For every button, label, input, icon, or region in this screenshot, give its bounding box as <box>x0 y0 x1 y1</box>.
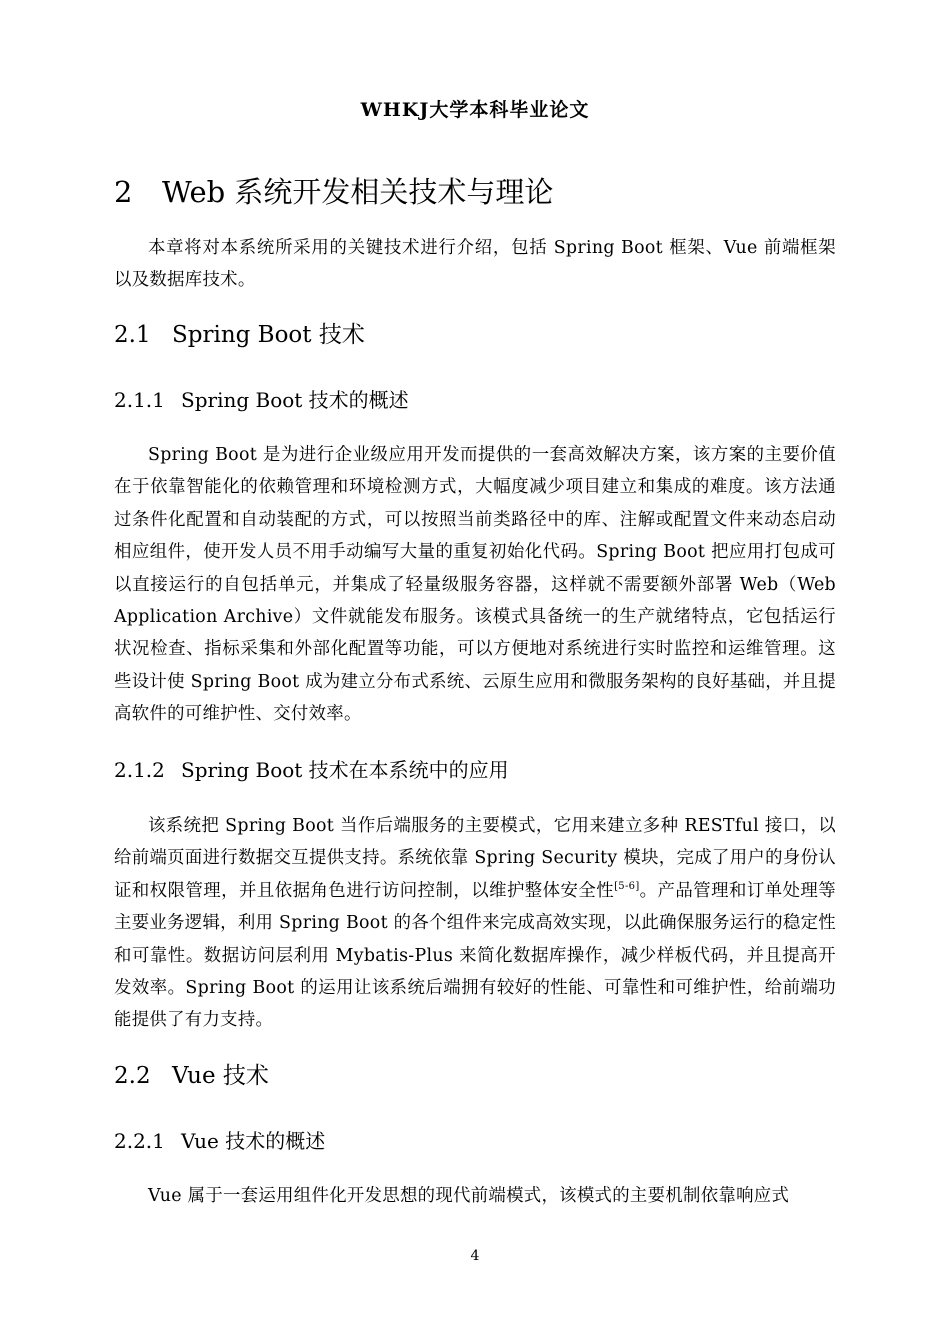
subsection-title: Vue 技术的概述 <box>181 1129 326 1153</box>
subsection-heading-2-1-2 <box>114 755 854 785</box>
chapter-number: 2 <box>114 175 133 209</box>
subsection-number: 2.1.2 <box>114 758 165 782</box>
body-paragraph-2-2-1: Vue 属于一套运用组件化开发思想的现代前端模式，该模式的主要机制依靠响应式 <box>148 1186 790 1206</box>
subsection-heading-2-2-1 <box>114 1126 854 1156</box>
subsection-title: Spring Boot 技术在本系统中的应用 <box>181 758 509 782</box>
subsection-number: 2.2.1 <box>114 1129 165 1153</box>
page-number: 4 <box>470 1248 480 1264</box>
subsection-title: Spring Boot 技术的概述 <box>181 388 409 412</box>
section-title: Vue 技术 <box>172 1063 269 1089</box>
chapter-title: Web 系统开发相关技术与理论 <box>162 175 554 209</box>
body-paragraph-2-1-2 <box>114 810 836 1037</box>
section-heading-2-1 <box>114 319 854 351</box>
section-number: 2.1 <box>114 322 151 348</box>
paragraph-text-part2: 。产品管理和订单处理等主要业务逻辑，利用 Spring Boot 的各个组件来完成高效实现，以此确保服务运行的稳定性和可靠性。数据访问层利用 Mybatis-Plus 来简化数据库操作，减少样板代码，并且提高开发效率。Spring Boot 的运用让该系统后端拥有较好的性能、可靠性和可维护性，给前端功能提供了有力支持。 <box>114 880 836 1031</box>
chapter-heading <box>114 172 854 212</box>
citation-reference: [5-6] <box>614 881 640 893</box>
subsection-number: 2.1.1 <box>114 388 165 412</box>
running-header: WHKJ大学本科毕业论文 <box>360 99 590 121</box>
body-paragraph-2-1-1: Spring Boot 是为进行企业级应用开发而提供的一套高效解决方案，该方案的主要价值在于依靠智能化的依赖管理和环境检测方式，大幅度减少项目建立和集成的难度。该方法通过条件化配置和自动装配的方式，可以按照当前类路径中的库、注解或配置文件来动态启动相应组件，使开发人员不用手动编写大量的重复初始化代码。Spring Boot 把应用打包成可以直接运行的自包括单元，并集成了轻量级服务容器，这样就不需要额外部署 Web（Web Application Archive）文件就能发布服务。该模式具备统一的生产就绪特点，它包括运行状况检查、指标采集和外部化配置等功能，可以方便地对系统进行实时监控和运维管理。这些设计使 Spring Boot 成为建立分布式系统、云原生应用和微服务架构的良好基础，并且提高软件的可维护性、交付效率。 <box>114 445 836 725</box>
section-number: 2.2 <box>114 1063 151 1089</box>
subsection-heading-2-1-1 <box>114 385 854 415</box>
section-title: Spring Boot 技术 <box>172 322 365 348</box>
paragraph-text-part1: 该系统把 Spring Boot 当作后端服务的主要模式，它用来建立多种 RESTful 接口，以给前端页面进行数据交互提供支持。系统依靠 Spring Security 模块，完成了用户的身份认证和权限管理，并且依据角色进行访问控制，以维护整体安全性 <box>114 816 836 901</box>
chapter-intro-paragraph: 本章将对本系统所采用的关键技术进行介绍，包括 Spring Boot 框架、Vue 前端框架以及数据库技术。 <box>114 238 836 291</box>
section-heading-2-2 <box>114 1060 854 1092</box>
